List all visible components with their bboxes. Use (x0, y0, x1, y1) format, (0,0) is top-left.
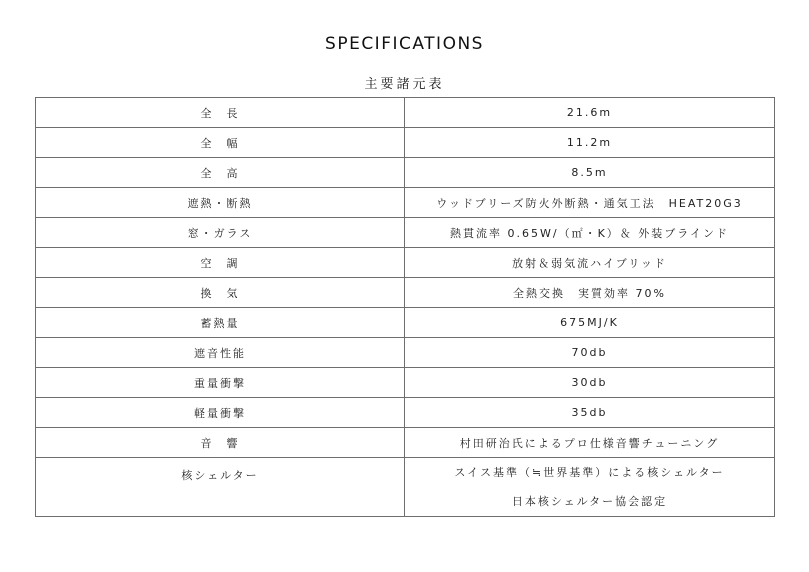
spec-value-line: 日本核シェルター協会認定 (511, 495, 668, 508)
spec-value: 35db (405, 398, 775, 428)
spec-value: 全熱交換 実質効率 70% (405, 278, 775, 308)
table-row (36, 278, 775, 308)
spec-value: 11.2m (405, 128, 775, 158)
spec-label: 全 高 (36, 158, 405, 188)
table-row (36, 308, 775, 338)
spec-value: ウッドブリーズ防火外断熱・通気工法 HEAT20G3 (405, 188, 775, 218)
spec-label: 軽量衝撃 (36, 398, 405, 428)
table-row (36, 158, 775, 188)
spec-value: 30db (405, 368, 775, 398)
table-row (36, 458, 775, 517)
spec-label: 窓・ガラス (36, 218, 405, 248)
table-row (36, 128, 775, 158)
specifications-table (35, 97, 775, 517)
spec-label: 遮音性能 (36, 338, 405, 368)
spec-label: 重量衝撃 (36, 368, 405, 398)
table-row (36, 98, 775, 128)
table-row (36, 398, 775, 428)
spec-value-multiline (405, 458, 775, 517)
spec-label: 核シェルター (36, 458, 405, 517)
table-caption: 主要諸元表 (364, 77, 445, 92)
spec-label: 全 幅 (36, 128, 405, 158)
spec-value: 熱貫流率 0.65W/（㎡・K）＆ 外装ブラインド (405, 218, 775, 248)
spec-label: 全 長 (36, 98, 405, 128)
spec-value: 21.6m (405, 98, 775, 128)
spec-value: 村田研治氏によるプロ仕様音響チューニング (405, 428, 775, 458)
table-row (36, 248, 775, 278)
page-title: SPECIFICATIONS (325, 34, 484, 54)
spec-value: 70db (405, 338, 775, 368)
table-row (36, 188, 775, 218)
spec-value-line: スイス基準（≒世界基準）による核シェルター (454, 466, 725, 479)
spec-label: 蓄熱量 (36, 308, 405, 338)
spec-value: 675MJ/K (405, 308, 775, 338)
spec-label: 換 気 (36, 278, 405, 308)
table-row (36, 218, 775, 248)
table-row (36, 368, 775, 398)
spec-label: 音 響 (36, 428, 405, 458)
table-row (36, 428, 775, 458)
spec-label: 遮熱・断熱 (36, 188, 405, 218)
spec-label: 空 調 (36, 248, 405, 278)
spec-value: 8.5m (405, 158, 775, 188)
spec-value: 放射＆弱気流ハイブリッド (405, 248, 775, 278)
table-row (36, 338, 775, 368)
